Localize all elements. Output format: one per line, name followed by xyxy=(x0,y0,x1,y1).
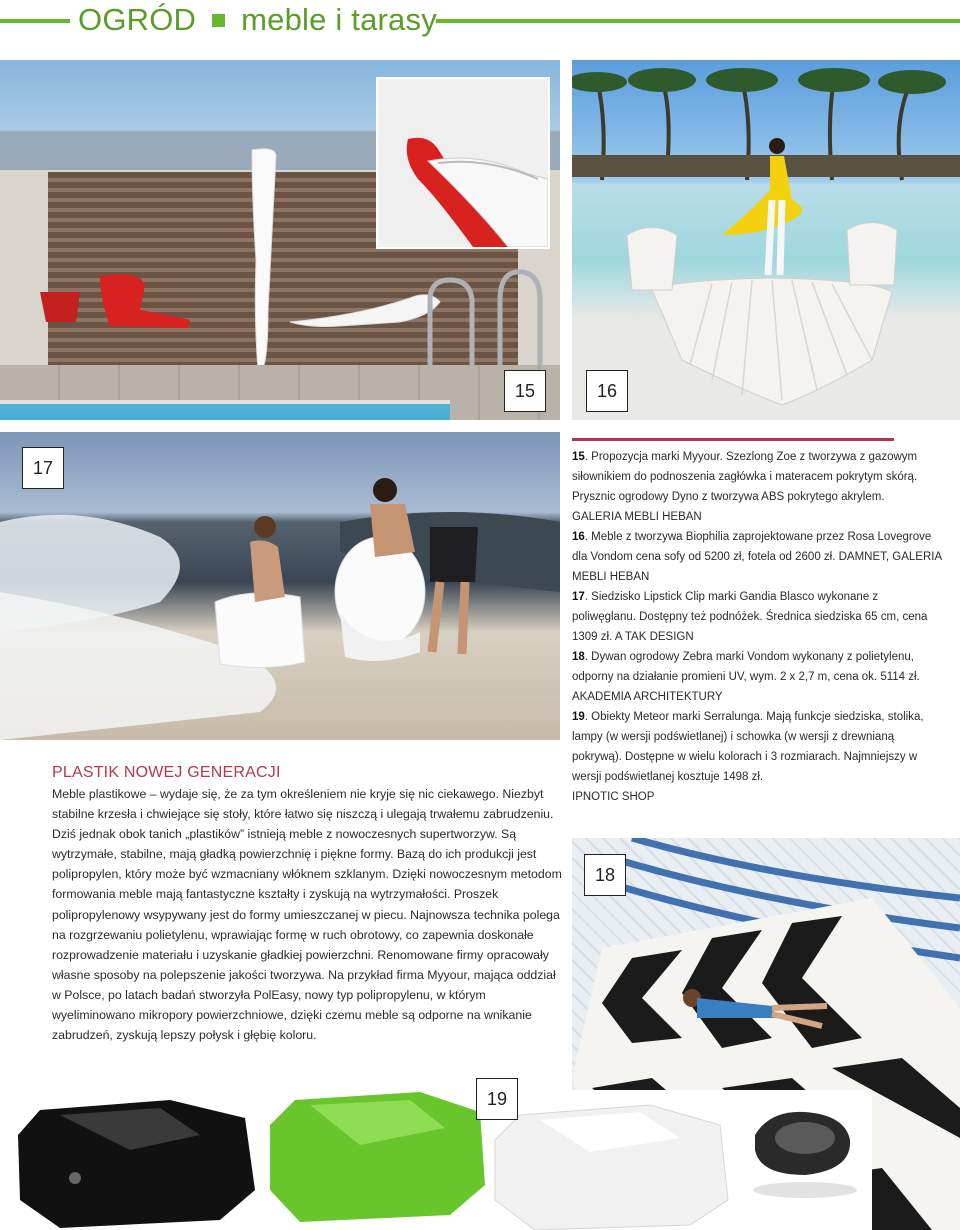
caption-19: 19. Obiekty Meteor marki Serralunga. Mają funkcje siedziska, stolika, lampy (w wersji podświetlanej) i schowka (w wersji z drewnianą pokrywą). Dostępne w wielu kolorach i 3 rozmiarach. Najmniejszy w wersji podświetlanej kosztuje 1498 zł. xyxy=(572,711,924,783)
article-title: PLASTIK NOWEJ GENERACJI xyxy=(52,764,281,781)
subsection-title: meble i tarasy xyxy=(241,2,437,37)
page-header xyxy=(78,0,437,40)
caption-rule xyxy=(572,438,894,441)
photo-meteor-objects xyxy=(0,1090,872,1230)
section-title: OGRÓD xyxy=(78,2,197,37)
photo-lipstick-clip-beach xyxy=(0,432,560,740)
caption-19-shop: IPNOTIC SHOP xyxy=(572,791,655,803)
photo-lounger-detail xyxy=(376,77,550,249)
badge-15: 15 xyxy=(504,370,546,412)
captions xyxy=(572,447,942,807)
badge-17: 17 xyxy=(22,447,64,489)
article-body: Meble plastikowe – wydaje się, że za tym określeniem nie kryje się nic ciekawego. Niezbyt stabilne krzesła i chwiejące się stoły, które łatwo się niszczą i ulegają trwałemu zabrudzeniu. Dziś jednak obok tanich „plastików” istnieją meble z nowoczesnych supertworzyw. Są wytrzymałe, stabilne, mają gładką powierzchnię i piękne formy. Bazą do ich produkcji jest polipropylen, który może być wzmacniany włóknem szklanym. Dzięki nowoczesnym metodom formowania meble mają fantastyczne kształty i zyskują na wytrzymałości. Proszek polipropylenowy wsypywany jest do formy umieszczanej w piecu. Najnowsza technika polega na rozgrzewaniu polietylenu, wprawiając formę w ruch obrotowy, co zapewnia doskonałe rozprowadzenie materiału i uzyskanie gładkiej powierzchni. Renomowane firmy opracowały własne sposoby na polepszenie jakości tworzywa. Na przykład firma Myyour, mająca oddział w Polsce, po latach badań stworzyła PolEasy, nowy typ polipropylenu, w którym wyeliminowano mikropory powierzchniowe, dzięki czemu meble są odporne na wnikanie zabrudzeń, zyskują lepszy połysk i głębię koloru. xyxy=(52,787,562,1043)
header-rule-left xyxy=(0,19,70,23)
badge-18: 18 xyxy=(584,854,626,896)
caption-18: 18. Dywan ogrodowy Zebra marki Vondom wykonany z polietylenu, odporny na działanie promieni UV, wym. 2 x 2,7 m, cena ok. 5114 zł. AKADEMIA ARCHITEKTURY xyxy=(572,651,920,703)
photo-biophilia-furniture xyxy=(572,60,960,420)
badge-16: 16 xyxy=(586,370,628,412)
caption-16: 16. Meble z tworzywa Biophilia zaprojektowane przez Rosa Lovegrove dla Vondom cena sofy od 5200 zł, fotela od 2600 zł. DAMNET, GALERIA MEBLI HEBAN xyxy=(572,531,942,583)
caption-15-shop: GALERIA MEBLI HEBAN xyxy=(572,511,702,523)
header-rule-right xyxy=(436,19,960,23)
header-square-icon xyxy=(212,14,225,27)
caption-15: 15. Propozycja marki Myyour. Szezlong Zoe z tworzywa z gazowym siłownikiem do podnoszenia zagłówka i materacem pokrytym skórą. Prysznic ogrodowy Dyno z tworzywa ABS pokrytego akrylem. xyxy=(572,451,918,503)
badge-19: 19 xyxy=(476,1078,518,1120)
caption-17: 17. Siedzisko Lipstick Clip marki Gandia Blasco wykonane z poliwęglanu. Dostępny też podnóżek. Średnica siedziska 65 cm, cena 1309 zł. A TAK DESIGN xyxy=(572,591,928,643)
article xyxy=(52,764,562,1045)
